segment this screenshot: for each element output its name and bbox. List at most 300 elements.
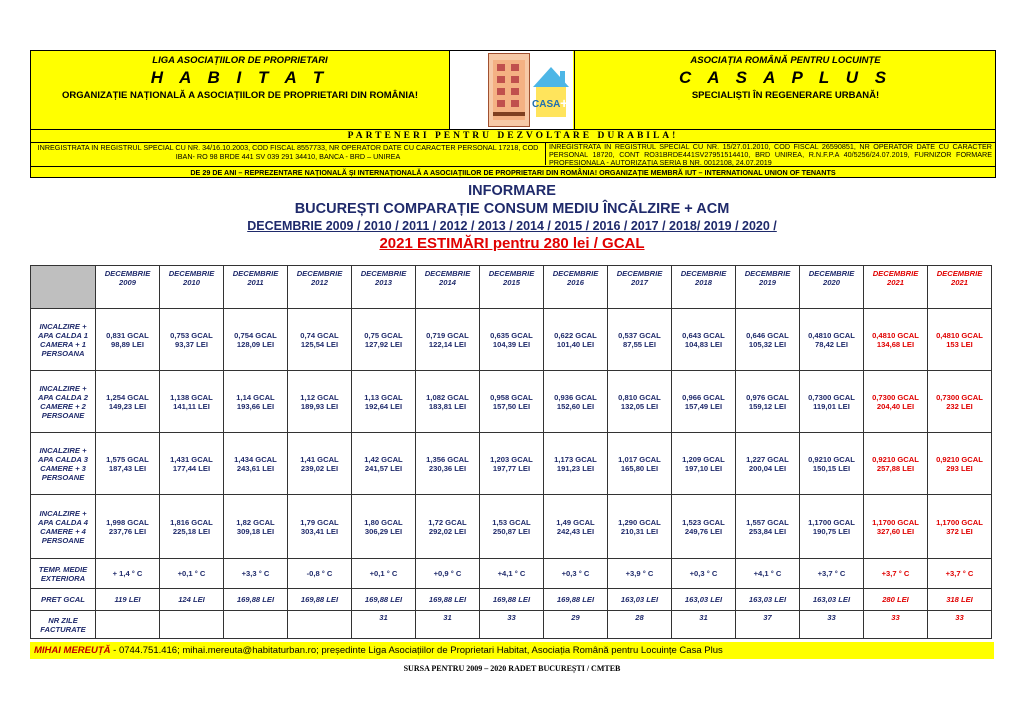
table-corner-cell (31, 266, 96, 309)
cell-lei: 119,01 LEI (813, 401, 850, 411)
cell-lei: 87,55 LEI (623, 339, 656, 349)
contact-footer (30, 642, 994, 659)
cell-gcal: 0,4810 GCAL (872, 330, 919, 340)
table-cell (544, 589, 608, 611)
row-label-text: NR ZILE FACTURATE (40, 615, 86, 634)
cell-lei: 192,64 LEI (364, 401, 403, 411)
cell-value: 33 (827, 613, 836, 622)
cell-lei: 149,23 LEI (108, 401, 147, 411)
table-cell (672, 611, 736, 639)
consumption-table (30, 265, 992, 639)
cell-lei: 237,76 LEI (108, 526, 147, 536)
cell-value: 169,88 LEI (236, 595, 275, 604)
table-cell (544, 495, 608, 559)
table-cell (288, 309, 352, 371)
cell-value: +0,3 ° C (689, 569, 718, 578)
table-cell (608, 371, 672, 433)
casa-plus-logo (530, 61, 572, 121)
cell-gcal: 1,72 GCAL (428, 517, 467, 527)
cell-lei: 204,40 LEI (876, 401, 915, 411)
cell-gcal: 0,635 GCAL (490, 330, 533, 340)
table-cell (608, 559, 672, 589)
table-cell (928, 495, 992, 559)
cell-value: +0,9 ° C (433, 569, 462, 578)
cell-value: +3,3 ° C (241, 569, 270, 578)
plus-icon: + (560, 95, 569, 111)
table-row (31, 495, 992, 559)
cell-gcal: 0,936 GCAL (554, 392, 597, 402)
column-month: DECEMBRIE (296, 269, 343, 278)
cell-lei: 191,23 LEI (556, 463, 595, 473)
cell-gcal: 1,49 GCAL (556, 517, 595, 527)
cell-lei: 177,44 LEI (172, 463, 211, 473)
cell-gcal: 1,53 GCAL (492, 517, 531, 527)
column-year: 2021 (887, 278, 904, 287)
table-cell (736, 589, 800, 611)
table-cell (608, 495, 672, 559)
table-row (31, 371, 992, 433)
column-month: DECEMBRIE (744, 269, 791, 278)
table-cell (864, 309, 928, 371)
column-year: 2019 (759, 278, 776, 287)
table-cell (928, 589, 992, 611)
casa-plus-subtitle: ASOCIAȚIA ROMÂNĂ PENTRU LOCUINȚE (690, 55, 881, 66)
habitat-registration: INREGISTRATA IN REGISTRUL SPECIAL CU NR. 34/16.10.2003, COD FISCAL 8557733, NR OPERATOR DATE CU CARACTER PERSONAL 17218, COD IBAN- RO 98 BRDE 441 SV 039 291 34410, BANCA - BRD – UNIREA (31, 143, 546, 165)
column-year: 2017 (631, 278, 648, 287)
table-cell (800, 309, 864, 371)
cell-gcal: 0,966 GCAL (682, 392, 725, 402)
cell-lei: 153 LEI (946, 339, 973, 349)
table-cell (480, 371, 544, 433)
cell-gcal: 1,082 GCAL (426, 392, 469, 402)
column-month: DECEMBRIE (936, 269, 983, 278)
table-cell (160, 559, 224, 589)
cell-lei: 190,75 LEI (812, 526, 851, 536)
cell-lei: 152,60 LEI (556, 401, 595, 411)
cell-gcal: 1,998 GCAL (106, 517, 149, 527)
row-label (31, 589, 96, 611)
table-cell (800, 371, 864, 433)
column-header (224, 266, 288, 309)
table-cell (160, 495, 224, 559)
habitat-logo (488, 53, 530, 127)
column-year: 2009 (119, 278, 136, 287)
cell-lei: 303,41 LEI (300, 526, 339, 536)
cell-gcal: 1,42 GCAL (364, 454, 403, 464)
table-cell (160, 433, 224, 495)
cell-gcal: 1,1700 GCAL (936, 517, 983, 527)
row-label (31, 559, 96, 589)
column-month: DECEMBRIE (552, 269, 599, 278)
column-header (800, 266, 864, 309)
casa-plus-name: C A S A P L U S (678, 68, 893, 87)
cell-gcal: 1,14 GCAL (236, 392, 275, 402)
habitat-subtitle: LIGA ASOCIAȚIILOR DE PROPRIETARI (152, 55, 328, 66)
table-cell (416, 559, 480, 589)
table-cell (672, 559, 736, 589)
cell-gcal: 0,831 GCAL (106, 330, 149, 340)
cell-value: +3,7 ° C (881, 569, 910, 578)
column-header (864, 266, 928, 309)
table-cell (608, 309, 672, 371)
column-year: 2013 (375, 278, 392, 287)
cell-lei: 197,77 LEI (492, 463, 531, 473)
casa-plus-description: SPECIALIȘTI ÎN REGENERARE URBANĂ! (691, 90, 880, 101)
cell-gcal: 1,79 GCAL (300, 517, 339, 527)
letterhead (30, 50, 996, 178)
row-label (31, 371, 96, 433)
cell-gcal: 1,434 GCAL (234, 454, 277, 464)
cell-value: 31 (699, 613, 708, 622)
cell-lei: 128,09 LEI (236, 339, 275, 349)
cell-value: 163,03 LEI (620, 595, 659, 604)
cell-gcal: 0,75 GCAL (364, 330, 403, 340)
row-label-text: TEMP. MEDIE EXTERIORA (38, 564, 88, 583)
column-header (544, 266, 608, 309)
table-cell (928, 433, 992, 495)
table-cell (672, 309, 736, 371)
cell-gcal: 1,254 GCAL (106, 392, 149, 402)
cell-gcal: 1,1700 GCAL (872, 517, 919, 527)
cell-lei: 98,89 LEI (111, 339, 144, 349)
column-header (736, 266, 800, 309)
table-cell (544, 433, 608, 495)
table-cell (416, 611, 480, 639)
cell-gcal: 0,754 GCAL (234, 330, 277, 340)
cell-gcal: 1,816 GCAL (170, 517, 213, 527)
cell-gcal: 0,7300 GCAL (936, 392, 983, 402)
cell-lei: 125,54 LEI (300, 339, 339, 349)
representation-line: DE 29 DE ANI – REPREZENTARE NAȚIONALĂ ȘI INTERNAȚIONALĂ A ASOCIAȚIILOR DE PROPRIETARI DIN ROMÂNIA! ORGANIZAȚIE MEMBRĂ IUT – INTERNATIONAL UNION OF TENANTS (31, 166, 995, 178)
row-label (31, 611, 96, 639)
table-cell (224, 559, 288, 589)
row-label-text: PRET GCAL (41, 595, 85, 604)
cell-lei: 157,50 LEI (492, 401, 531, 411)
table-cell (480, 309, 544, 371)
column-year: 2020 (823, 278, 840, 287)
cell-value: +3,7 ° C (945, 569, 974, 578)
cell-value: 33 (507, 613, 516, 622)
cell-gcal: 1,557 GCAL (746, 517, 789, 527)
cell-lei: 78,42 LEI (815, 339, 848, 349)
table-cell (736, 309, 800, 371)
cell-gcal: 0,9210 GCAL (872, 454, 919, 464)
cell-gcal: 0,7300 GCAL (872, 392, 919, 402)
cell-lei: 197,10 LEI (684, 463, 723, 473)
table-cell (416, 589, 480, 611)
table-cell (96, 611, 160, 639)
cell-gcal: 1,173 GCAL (554, 454, 597, 464)
table-cell (800, 559, 864, 589)
cell-gcal: 1,290 GCAL (618, 517, 661, 527)
table-header-row (31, 266, 992, 309)
cell-lei: 230,36 LEI (428, 463, 467, 473)
table-cell (544, 559, 608, 589)
table-cell (96, 495, 160, 559)
table-cell (608, 611, 672, 639)
price-row (31, 589, 992, 611)
table-cell (352, 433, 416, 495)
column-year: 2018 (695, 278, 712, 287)
cell-value: 169,88 LEI (492, 595, 531, 604)
casa-logo-text: CASA (532, 99, 561, 110)
cell-lei: 210,31 LEI (620, 526, 659, 536)
cell-value: +4,1 ° C (497, 569, 526, 578)
column-year: 2014 (439, 278, 456, 287)
table-cell (96, 309, 160, 371)
table-cell (544, 309, 608, 371)
cell-value: 169,88 LEI (428, 595, 467, 604)
cell-value: 318 LEI (946, 595, 973, 604)
cell-lei: 292,02 LEI (428, 526, 467, 536)
cell-gcal: 0,643 GCAL (682, 330, 725, 340)
table-cell (96, 433, 160, 495)
cell-gcal: 0,537 GCAL (618, 330, 661, 340)
cell-value: 163,03 LEI (748, 595, 787, 604)
table-cell (736, 495, 800, 559)
table-cell (352, 559, 416, 589)
cell-gcal: 1,227 GCAL (746, 454, 789, 464)
temperature-row (31, 559, 992, 589)
row-label-text: INCALZIRE + APA CALDA 3 CAMERE + 3 PERSOANE (38, 445, 88, 482)
table-cell (416, 433, 480, 495)
cell-gcal: 0,9210 GCAL (936, 454, 983, 464)
cell-lei: 327,60 LEI (876, 526, 915, 536)
column-header (288, 266, 352, 309)
cell-lei: 239,02 LEI (300, 463, 339, 473)
column-month: DECEMBRIE (872, 269, 919, 278)
document-titles (0, 182, 1024, 253)
column-month: DECEMBRIE (616, 269, 663, 278)
cell-lei: 127,92 LEI (364, 339, 403, 349)
cell-gcal: 1,575 GCAL (106, 454, 149, 464)
column-year: 2016 (567, 278, 584, 287)
row-label (31, 495, 96, 559)
table-cell (416, 371, 480, 433)
table-cell (736, 611, 800, 639)
table-cell (224, 371, 288, 433)
title-years: DECEMBRIE 2009 / 2010 / 2011 / 2012 / 2013 / 2014 / 2015 / 2016 / 2017 / 2018/ 2019 / 2020 / (247, 219, 777, 233)
partners-banner: PARTENERI PENTRU DEZVOLTARE DURABILA! (31, 129, 995, 143)
cell-value: 29 (571, 613, 580, 622)
cell-gcal: 0,976 GCAL (746, 392, 789, 402)
table-cell (416, 309, 480, 371)
column-header (608, 266, 672, 309)
row-label-text: INCALZIRE + APA CALDA 1 CAMERA + 1 PERSOANA (38, 321, 88, 358)
table-cell (480, 611, 544, 639)
cell-gcal: 1,80 GCAL (364, 517, 403, 527)
cell-lei: 372 LEI (946, 526, 973, 536)
table-cell (672, 589, 736, 611)
cell-lei: 157,49 LEI (684, 401, 723, 411)
cell-lei: 189,93 LEI (300, 401, 339, 411)
table-cell (224, 589, 288, 611)
cell-value: + 1,4 ° C (112, 569, 143, 578)
cell-gcal: 1,431 GCAL (170, 454, 213, 464)
column-header (352, 266, 416, 309)
table-cell (800, 589, 864, 611)
cell-value: +4,1 ° C (753, 569, 782, 578)
table-cell (352, 589, 416, 611)
table-cell (480, 495, 544, 559)
table-cell (416, 495, 480, 559)
cell-value: 33 (955, 613, 964, 622)
table-cell (544, 611, 608, 639)
table-cell (224, 433, 288, 495)
cell-lei: 165,80 LEI (620, 463, 659, 473)
table-cell (672, 495, 736, 559)
table-cell (160, 589, 224, 611)
column-header (480, 266, 544, 309)
column-header (416, 266, 480, 309)
cell-gcal: 0,74 GCAL (300, 330, 339, 340)
cell-value: +3,9 ° C (625, 569, 654, 578)
row-label (31, 309, 96, 371)
cell-lei: 104,83 LEI (684, 339, 723, 349)
cell-gcal: 1,523 GCAL (682, 517, 725, 527)
cell-gcal: 0,9210 GCAL (808, 454, 855, 464)
cell-gcal: 0,753 GCAL (170, 330, 213, 340)
table-cell (160, 371, 224, 433)
cell-gcal: 1,017 GCAL (618, 454, 661, 464)
cell-lei: 183,81 LEI (428, 401, 467, 411)
table-cell (352, 371, 416, 433)
cell-gcal: 1,138 GCAL (170, 392, 213, 402)
column-header (96, 266, 160, 309)
billed-days-row (31, 611, 992, 639)
cell-value: 169,88 LEI (556, 595, 595, 604)
title-comparison: BUCUREȘTI COMPARAȚIE CONSUM MEDIU ÎNCĂLZIRE + ACM (294, 201, 730, 217)
table-cell (864, 559, 928, 589)
cell-gcal: 0,4810 GCAL (808, 330, 855, 340)
cell-lei: 249,76 LEI (684, 526, 723, 536)
table-cell (864, 589, 928, 611)
cell-lei: 309,18 LEI (236, 526, 275, 536)
cell-value: 31 (443, 613, 452, 622)
table-cell (672, 371, 736, 433)
column-year: 2010 (183, 278, 200, 287)
cell-lei: 101,40 LEI (556, 339, 595, 349)
table-cell (224, 495, 288, 559)
table-cell (224, 611, 288, 639)
cell-lei: 122,14 LEI (428, 339, 467, 349)
column-month: DECEMBRIE (104, 269, 151, 278)
column-month: DECEMBRIE (360, 269, 407, 278)
cell-value: 31 (379, 613, 388, 622)
cell-lei: 193,66 LEI (236, 401, 275, 411)
cell-lei: 141,11 LEI (173, 401, 210, 411)
cell-value: +0,1 ° C (177, 569, 206, 578)
table-cell (928, 309, 992, 371)
table-cell (96, 559, 160, 589)
row-label-text: INCALZIRE + APA CALDA 4 CAMERE + 4 PERSOANE (38, 508, 88, 545)
table-cell (288, 433, 352, 495)
table-cell (352, 495, 416, 559)
cell-lei: 150,15 LEI (812, 463, 851, 473)
cell-value: -0,8 ° C (306, 569, 333, 578)
cell-lei: 306,29 LEI (364, 526, 403, 536)
table-cell (160, 309, 224, 371)
table-row (31, 433, 992, 495)
table-cell (96, 589, 160, 611)
cell-lei: 243,61 LEI (236, 463, 275, 473)
table-cell (288, 495, 352, 559)
column-year: 2015 (503, 278, 520, 287)
column-month: DECEMBRIE (488, 269, 535, 278)
cell-gcal: 0,622 GCAL (554, 330, 597, 340)
table-cell (352, 611, 416, 639)
contact-details: - 0744.751.416; mihai.mereuta@habitaturban.ro; președinte Liga Asociațiilor de Proprietari Habitat, Asociația Română pentru Locuințe Casa Plus (110, 645, 723, 656)
cell-value: +0,1 ° C (369, 569, 398, 578)
table-row (31, 309, 992, 371)
column-header (928, 266, 992, 309)
column-month: DECEMBRIE (424, 269, 471, 278)
cell-value: 33 (891, 613, 900, 622)
table-cell (864, 371, 928, 433)
cell-gcal: 0,4810 GCAL (936, 330, 983, 340)
table-cell (480, 433, 544, 495)
cell-value: 124 LEI (178, 595, 205, 604)
cell-lei: 253,84 LEI (748, 526, 787, 536)
table-cell (224, 309, 288, 371)
cell-value: 37 (763, 613, 772, 622)
table-cell (864, 433, 928, 495)
column-month: DECEMBRIE (168, 269, 215, 278)
cell-gcal: 0,958 GCAL (490, 392, 533, 402)
cell-lei: 93,37 LEI (175, 339, 208, 349)
table-cell (864, 611, 928, 639)
row-label-text: INCALZIRE + APA CALDA 2 CAMERE + 2 PERSOANE (38, 383, 88, 420)
table-cell (736, 433, 800, 495)
table-cell (480, 559, 544, 589)
cell-gcal: 1,209 GCAL (682, 454, 725, 464)
table-cell (864, 495, 928, 559)
table-cell (928, 371, 992, 433)
column-year: 2012 (311, 278, 328, 287)
habitat-description: ORGANIZAȚIE NAȚIONALĂ A ASOCIAȚIILOR DE PROPRIETARI DIN ROMÂNIA! (61, 90, 419, 101)
cell-lei: 105,32 LEI (748, 339, 787, 349)
cell-value: 163,03 LEI (684, 595, 723, 604)
cell-lei: 250,87 LEI (492, 526, 531, 536)
table-cell (928, 559, 992, 589)
cell-lei: 241,57 LEI (364, 463, 403, 473)
table-cell (96, 371, 160, 433)
cell-gcal: 1,1700 GCAL (808, 517, 855, 527)
title-informare: INFORMARE (468, 183, 556, 199)
title-estimate: 2021 ESTIMĂRI pentru 280 lei / GCAL (379, 235, 645, 252)
column-year: 2011 (247, 278, 264, 287)
cell-lei: 132,05 LEI (620, 401, 659, 411)
casa-plus-org-block (574, 51, 996, 129)
cell-lei: 187,43 LEI (108, 463, 147, 473)
column-header (160, 266, 224, 309)
cell-value: +3,7 ° C (817, 569, 846, 578)
cell-lei: 242,43 LEI (556, 526, 595, 536)
logos-area (450, 51, 573, 129)
cell-lei: 225,18 LEI (172, 526, 211, 536)
cell-value: 28 (635, 613, 644, 622)
table-cell (608, 589, 672, 611)
habitat-name: H A B I T A T (150, 68, 330, 87)
cell-gcal: 0,646 GCAL (746, 330, 789, 340)
table-cell (736, 559, 800, 589)
table-cell (736, 371, 800, 433)
cell-lei: 257,88 LEI (876, 463, 915, 473)
cell-lei: 159,12 LEI (748, 401, 787, 411)
source-note: SURSA PENTRU 2009 – 2020 RADET BUCUREȘTI / CMTEB (403, 664, 621, 673)
cell-lei: 232 LEI (946, 401, 973, 411)
cell-lei: 104,39 LEI (492, 339, 531, 349)
